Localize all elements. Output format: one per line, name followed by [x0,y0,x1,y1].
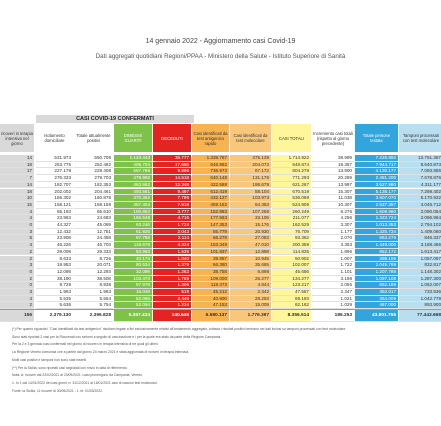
table-cell: 182.707 [36,182,73,189]
table-cell: 1.379 [153,262,191,269]
table-cell: 66.279 [192,235,229,242]
table-cell: 25.277 [230,276,271,283]
page-date-heading: 14 gennaio 2022 - Aggiornamento casi Covid-19 [145,38,296,45]
table-cell: 18.357 [312,162,354,169]
table-cell: 123.217 [272,282,311,289]
table-cell: 12.348 [153,182,191,189]
table-cell: 1.062.007 [399,282,441,289]
column-header: Casi identificati da test molecolare [230,124,271,152]
table-cell: 109.000 [192,276,229,283]
table-cell: 38.508 [74,276,113,283]
table-cell: 204.072 [230,162,271,169]
table-cell: 158.121 [36,202,73,209]
table-cell: 3.527.980 [355,182,398,189]
table-cell: 198.679 [230,182,271,189]
table-cell: 2.114 [153,235,191,242]
table-cell: 62.162 [272,302,311,309]
total-cell: 6.580.137 [192,310,229,322]
table-cell: 61.926 [114,229,152,236]
table-cell: 2.070 [312,235,354,242]
table-cell: 103.470 [114,276,152,283]
table-cell: 65.193 [36,209,73,216]
table-cell: 9.497 [153,189,191,196]
table-cell: 11.038 [312,195,354,202]
table-cell: 640.148 [192,175,229,182]
total-cell: 186.253 [312,310,354,322]
table-cell: 1.339.787 [192,155,229,162]
table-cell: 1.148.302 [399,269,441,276]
table-cell: 40.900 [192,296,229,303]
table-cell: 1.722 [312,262,354,269]
table-cell: 463.962 [114,182,152,189]
table-cell: 7.618 [153,202,191,209]
column-header: Totale persone testate [355,124,398,152]
table-cell: 612.419 [192,189,229,196]
table-cell: 1.539 [153,249,191,256]
table-cell: 852.172 [355,249,398,256]
table-cell: 1.234 [153,302,191,309]
table-cell: 4.256 [312,215,354,222]
table-cell: 1.262 [153,269,191,276]
table-cell: 252.482 [74,162,113,169]
table-cell: 519 [153,289,191,296]
table-cell: 152.983 [192,209,229,216]
table-cell: 3 [0,229,34,236]
table-cell: 190.862 [114,209,152,216]
table-cell: 621.267 [272,182,311,189]
table-cell: 0 [0,269,34,276]
table-cell: 47.557 [272,289,311,296]
table-cell: 15.307 [312,189,354,196]
table-cell: 260.249 [272,209,311,216]
table-cell: 69.193 [272,296,311,303]
table-cell: 5.636 [36,302,73,309]
table-cell: 3.307 [312,222,354,229]
table-cell: 2.481.200 [355,175,398,182]
table-cell: 118.373 [192,282,229,289]
table-cell: 7.799 [153,195,191,202]
table-cell: 134.277 [272,276,311,283]
table-cell: 1.896 [312,249,354,256]
table-cell: 15.009 [230,302,271,309]
table-cell: 4 [0,296,34,303]
table-cell: 29.008 [36,249,73,256]
table-cell: 1.177 [312,229,354,236]
table-cell: 39.957 [192,256,229,263]
column-header: Totale attualmente positivi [76,133,111,143]
table-cell: 1.789 [153,276,191,283]
table-cell: 804.279 [272,168,311,175]
table-cell: 1.021 [312,296,354,303]
column-header: Incremento casi totali (rispetto al giorno precedente) [313,130,353,146]
table-cell: 1.101 [312,269,354,276]
table-cell: 736.973 [192,168,229,175]
table-cell: 2.066.964 [399,215,441,222]
table-cell: 3.198 [312,276,354,283]
table-cell: 14.518 [153,175,191,182]
table-cell: 62.096 [114,296,152,303]
table-cell: 7.678.876 [399,175,441,182]
table-cell: 450.561 [114,189,152,196]
table-cell: 44.327 [36,222,73,229]
table-cell: 893.900 [399,302,441,309]
column-header: Tamponi processati con test molecolare [399,124,441,152]
total-row [0,309,441,321]
table-cell: 1.097.108 [355,276,398,283]
table-cell: 7.226.892 [355,155,398,162]
table-cell: 10.945 [230,256,271,263]
table-cell: 67.768 [114,235,152,242]
footnotes [12,327,432,396]
table-cell: 253.775 [36,162,73,169]
table-cell: 40.174 [114,256,152,263]
table-cell: 12.098 [36,269,73,276]
table-cell: 23.963 [36,215,73,222]
table-cell: 103.973 [230,195,271,202]
table-cell: 863.276 [355,235,398,242]
table-cell: 20.071 [74,262,113,269]
table-cell: 153.349 [192,242,229,249]
table-cell: 114.835 [272,249,311,256]
table-cell: 7 [0,175,34,182]
table-cell: 80.534 [114,262,152,269]
table-cell: 63.246 [114,222,152,229]
table-cell: 14 [0,182,34,189]
footnote: (**) Per la Sicilia, sono riportati casi segnalati con rinvio in data di riferimento. [12,365,128,370]
table-cell: 45.069 [74,222,113,229]
table-cell: 279.703 [74,175,113,182]
footnote: Sono stati riportati 2 casi per la Ricoverati con sintomi a seguito di vaccinazione e i per la quale era stato da parte della Regione Campania. [12,334,222,339]
table-cell: 5.754 [74,302,113,309]
table-cell: 8.633 [36,256,73,263]
table-cell: 50.902 [272,256,311,263]
table-cell: 107.266 [230,209,271,216]
table-cell: 8.640.873 [399,162,441,169]
table-cell: 13.997 [312,182,354,189]
table-cell: 202.002 [36,189,73,196]
table-cell: 15 [0,202,34,209]
footnote: Nota: A: ricoveri dal 22/02/2021 al 23/09/2021 i casi provengono da Campania, Veneto. [12,373,143,378]
table-cell: 24.683 [74,215,113,222]
table-cell: 52.094 [114,302,152,309]
section-title: CASI COVID-19 CONFERMATI [36,115,194,123]
table-cell: 1.983 [74,289,113,296]
table-cell: 66.380 [192,262,229,269]
table-cell: 459.152 [192,202,229,209]
total-cell: 8.356.514 [272,310,311,322]
footnote: Molti casi positivi e tamponi non sono stati inseriti. [12,357,88,362]
table-cell: 398.106 [355,256,398,263]
table-cell: 119.678 [114,242,152,249]
table-cell: 3 [0,289,34,296]
table-cell: 58.104 [230,189,271,196]
table-cell: 160.878 [74,195,113,202]
table-cell: 27.083 [230,235,271,242]
table-cell: 97.978 [114,282,152,289]
table-cell: 357.404 [114,202,152,209]
table-cell: 64.363 [230,202,271,209]
table-cell: 2 [0,302,34,309]
table-cell: 832.817 [399,262,441,269]
table-cell: 4.324 [153,242,191,249]
table-cell: 2.794.102 [399,222,441,229]
table-cell: 4 [0,242,34,249]
column-header: DECEDUTI [153,124,191,152]
table-cell: 1.609.980 [355,209,398,216]
table-cell: 5.170.932 [399,195,441,202]
table-cell: 162.529 [272,222,311,229]
table-cell: 156.548 [114,215,152,222]
table-cell: 204.461 [74,189,113,196]
table-cell: 3.353 [312,242,354,249]
table-cell: 2.537.357 [355,202,398,209]
table-cell: 18 [0,189,34,196]
total-cell: 43.801.755 [355,310,398,322]
table-cell: 35.665 [230,262,271,269]
table-cell: 13.900 [312,168,354,175]
table-cell: 23.908 [36,235,73,242]
total-cell: 140.548 [153,310,191,322]
table-cell: 38.758 [192,269,229,276]
table-cell: 1.409.060 [399,229,441,236]
table-cell: 4.130.177 [355,168,398,175]
table-cell: 550.708 [74,155,113,162]
table-cell: 1.029 [312,302,354,309]
table-cell: 1.613.417 [399,249,441,256]
table-cell: 15.176 [230,222,271,229]
table-cell: 1.714.922 [272,155,311,162]
total-cell: 5.357.434 [114,310,152,322]
table-cell: 2 [0,256,34,263]
table-cell: 531.973 [36,155,73,162]
table-cell: 2 [0,249,34,256]
footnote: 1- In 1 dal 14/01/2022 dei casi giorni: n: 31/12/2021 al 16/01/2021 casi di vaccino test molecolari. [12,380,158,385]
table-cell: 12.293 [74,269,113,276]
table-cell: 1.323.724 [355,215,398,222]
total-cell: 2.396.828 [74,310,113,322]
table-cell: 1.724 [153,222,191,229]
table-cell: 5.535 [36,296,73,303]
footnote: La Regione Veneto comunica che a partire dal giorno 24 marzo 2021 è stata aggiornata di ricoveri in terapia intensiva. [12,350,190,355]
table-cell: 38.999 [312,155,354,162]
table-cell: 646.962 [192,162,229,169]
table-cell: 8.276 [312,209,354,216]
table-cell: 4.844 [230,282,271,289]
table-cell: 46.703 [74,242,113,249]
table-cell: 1.207.788 [355,269,398,276]
table-cell: 2.347 [312,289,354,296]
table-cell: 3.777 [153,209,191,216]
footnote: Per la 2 e 3 gennaio casi confermati nel giorno di ricovero in terapia intensiva di tre quali gli ultimi. [12,342,159,347]
table-cell: 2.055 [312,282,354,289]
table-cell: 46.226 [36,242,73,249]
table-cell: 846.337 [399,235,441,242]
table-cell: 211.077 [272,215,311,222]
table-cell: 771.293 [272,175,311,182]
table-cell: 0 [0,282,34,289]
table-cell: 101.937 [192,249,229,256]
column-header: CASI TOTALI [272,124,311,152]
column-header: Casi identificati da test antigenico rapido [192,124,229,152]
table-cell: 382.017 [355,289,398,296]
column-header: ricoveri in terapia intensiva nel giorno [0,124,34,152]
table-cell: 524.909 [272,202,311,209]
table-cell: 227.178 [36,168,73,175]
table-cell: 12.751 [74,229,113,236]
table-cell: 18 [0,162,34,169]
page-subtitle: Dati aggregati quotidiani Regioni/PPAA - Ministero della Salute - Istituto Superiore di Sanità [95,53,346,60]
table-cell: 10.307 [312,202,354,209]
footnote: (*) Per quanto riguarda i "Casi identificati da test antigenico" risultano legate a fini esclusivamente relativi all'andamento aggregato, tuttavia i risultati positivi rientrano nei dati inclusi su tamponi processati con test molecolare. [12,327,347,331]
table-cell: 1.013.353 [355,222,398,229]
table-cell: 3.188.466 [399,242,441,249]
total-cell: 77.443.668 [399,310,441,322]
table-cell: 4 [0,209,34,216]
table-cell: 406.704 [114,162,152,169]
table-cell: 5.138.177 [355,189,398,196]
table-cell: 14 [0,155,34,162]
table-cell: 3 [0,262,34,269]
table-cell: 7.269.402 [399,189,441,196]
table-cell: 375.139 [230,155,271,162]
table-cell: 1.057.097 [399,256,441,263]
table-cell: 159.158 [74,202,113,209]
table-cell: 467.000 [355,302,398,309]
table-cell: 652.188 [355,282,398,289]
table-cell: 9.728 [36,282,73,289]
table-cell: 15.049 [114,289,152,296]
table-cell: 733.536 [399,289,441,296]
table-cell: 177.563 [192,215,229,222]
table-cell: 2 [0,276,34,283]
table-cell: 155.302 [36,195,73,202]
table-cell: 20.269 [312,175,354,182]
table-cell: 432.127 [192,195,229,202]
table-cell: 93.362 [272,235,311,242]
table-cell: 1.963 [36,289,73,296]
table-cell: 228.408 [74,168,113,175]
table-cell: 0 [0,222,34,229]
table-cell: 35.777 [153,155,191,162]
table-cell: 7.944.717 [355,162,398,169]
table-cell: 83.963 [114,249,152,256]
table-cell: 9.938 [74,282,113,289]
table-cell: 47.153 [192,302,229,309]
table-cell: 45.656 [272,269,311,276]
table-cell: 10 [0,195,34,202]
table-cell: 5.554 [74,296,113,303]
table-cell: 6.898 [230,269,271,276]
column-header: Isolamento domiciliare [44,133,65,143]
table-cell: 4.715 [153,215,191,222]
table-cell: 1.306 [153,282,191,289]
total-cell: 2.379.130 [36,310,73,322]
table-cell: 2.446 [153,296,191,303]
table-cell: 12.898 [230,249,271,256]
table-cell: 364.009 [355,296,398,303]
table-cell: 848.874 [272,162,311,169]
table-cell: 567.766 [114,168,152,175]
table-cell: 147.353 [192,222,229,229]
table-cell: 65.610 [74,209,113,216]
total-cell: 1.776.397 [230,310,271,322]
table-cell: 47.010 [230,242,271,249]
table-cell: 1.042.779 [399,296,441,303]
table-cell: 276.333 [36,175,73,182]
table-cell: 2.342 [230,289,271,296]
table-cell: 2.043 [153,229,191,236]
table-cell: 4.046.712 [399,202,441,209]
table-cell: 33.105 [230,215,271,222]
table-cell: 1.287.300 [399,276,441,283]
table-cell: 76.709 [272,229,311,236]
table-cell: 38.190 [36,276,73,283]
table-cell: 536.069 [272,195,311,202]
table-cell: 17.688 [153,162,191,169]
table-cell: 5 [0,235,34,242]
table-cell: 2.090.064 [399,209,441,216]
table-cell: 45.212 [192,289,229,296]
table-cell: 200.359 [272,242,311,249]
table-cell: 1.045.769 [355,262,398,269]
table-cell: 8.726 [74,256,113,263]
table-cell: 13.751.367 [399,155,441,162]
table-cell: 55.779 [192,229,229,236]
table-cell: 12.432 [36,229,73,236]
table-cell: 1.123.443 [114,155,152,162]
table-cell: 131.176 [230,175,271,182]
table-cell: 370.392 [114,195,152,202]
table-cell: 1.040 [153,256,191,263]
table-cell: 19.953 [36,262,73,269]
table-cell: 29.333 [74,249,113,256]
table-cell: 7.093.886 [399,168,441,175]
table-cell: 422.588 [192,182,229,189]
table-cell: 670.519 [272,189,311,196]
total-cell: 156 [0,310,34,322]
table-cell: 20.930 [230,229,271,236]
table-cell: 17 [0,168,34,175]
footnote: Fonte: la Sicilia, 11 ricoveri di 30/06/2021 - 1. le: 01/03/2022. [12,388,103,393]
table-cell: 1.449.000 [355,242,398,249]
table-cell: 102.007 [272,262,311,269]
table-cell: 24.458 [74,235,113,242]
table-cell: 32.099 [114,269,152,276]
table-cell: 3.907.070 [355,195,398,202]
table-cell: 182.353 [74,182,113,189]
table-cell: 9.896 [153,168,191,175]
table-cell: 1.325.734 [355,229,398,236]
table-cell: 67.172 [230,168,271,175]
column-header: DIMESSI/ GUARITI [114,124,152,152]
table-cell: 4.311.177 [399,182,441,189]
table-cell: 1.007 [312,256,354,263]
table-cell: 28.293 [230,296,271,303]
table-cell: 479.992 [114,175,152,182]
table-cell: 4 [0,215,34,222]
